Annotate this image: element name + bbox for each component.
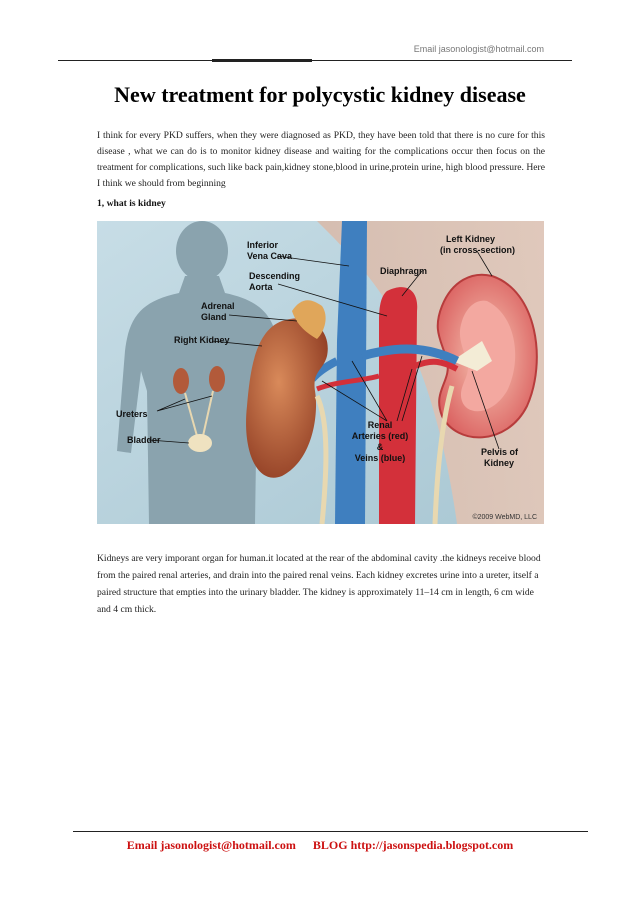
kidney-anatomy-figure xyxy=(97,221,544,524)
label-renal-line4: Veins (blue) xyxy=(354,453,406,463)
footer xyxy=(0,838,640,853)
silhouette-bladder xyxy=(188,434,212,452)
label-aorta-line1: Descending xyxy=(249,271,301,281)
header-rule-accent xyxy=(212,59,312,62)
intro-paragraph: I think for every PKD suffers, when they were diagnosed as PKD, they have been told that there is no cure for this disease , what we can do is to monitor kidney disease and waiting for the complications occur then focus on the treatment for complications, such like back pain,kidney stone,blood in urine,protein urine, high blood pressure. Here I think we should from beginning xyxy=(97,130,545,189)
label-pelvis-line2: Kidney xyxy=(484,458,515,468)
label-renal-line3: & xyxy=(376,442,384,452)
label-left-kidney-line1: Left Kidney xyxy=(446,234,496,244)
body-paragraph: Kidneys are very imporant organ for human.it located at the rear of the abdominal cavity .the kidneys receive blood from the paired renal arteries, and drain into the paired renal veins. Each kidney excretes urine into a ureter, itself a paired structure that empties into the urinary bladder. The kidney is approximately 11–14 cm in length, 6 cm wide and 4 cm thick. xyxy=(97,553,541,615)
footer-email: Email jasonologist@hotmail.com xyxy=(126,838,296,852)
figure-copyright: ©2009 WebMD, LLC xyxy=(472,514,537,521)
label-adrenal-line1: Adrenal xyxy=(201,301,235,311)
label-bladder: Bladder xyxy=(127,435,161,445)
label-left-kidney-line2: (in cross-section) xyxy=(440,245,516,255)
page-title: New treatment for polycystic kidney disease xyxy=(114,82,526,107)
footer-rule xyxy=(73,831,588,832)
label-renal-line2: Arteries (red) xyxy=(351,431,409,441)
label-ureters: Ureters xyxy=(116,409,148,419)
label-renal-line1: Renal xyxy=(367,420,393,430)
label-adrenal-line2: Gland xyxy=(201,312,227,322)
header-rule xyxy=(58,60,572,61)
label-ivc-line2: Vena Cava xyxy=(247,251,293,261)
label-diaphragm: Diaphragm xyxy=(380,266,428,276)
footer-blog: BLOG http://jasonspedia.blogspot.com xyxy=(312,838,514,852)
label-ivc-line1: Inferior xyxy=(247,240,279,250)
label-aorta-line2: Aorta xyxy=(249,282,273,292)
header-email: Email jasonologist@hotmail.com xyxy=(413,44,544,54)
label-right-kidney: Right Kidney xyxy=(174,335,230,345)
descending-aorta xyxy=(376,287,417,524)
label-pelvis-line1: Pelvis of xyxy=(481,447,519,457)
section-heading: 1, what is kidney xyxy=(97,198,166,209)
